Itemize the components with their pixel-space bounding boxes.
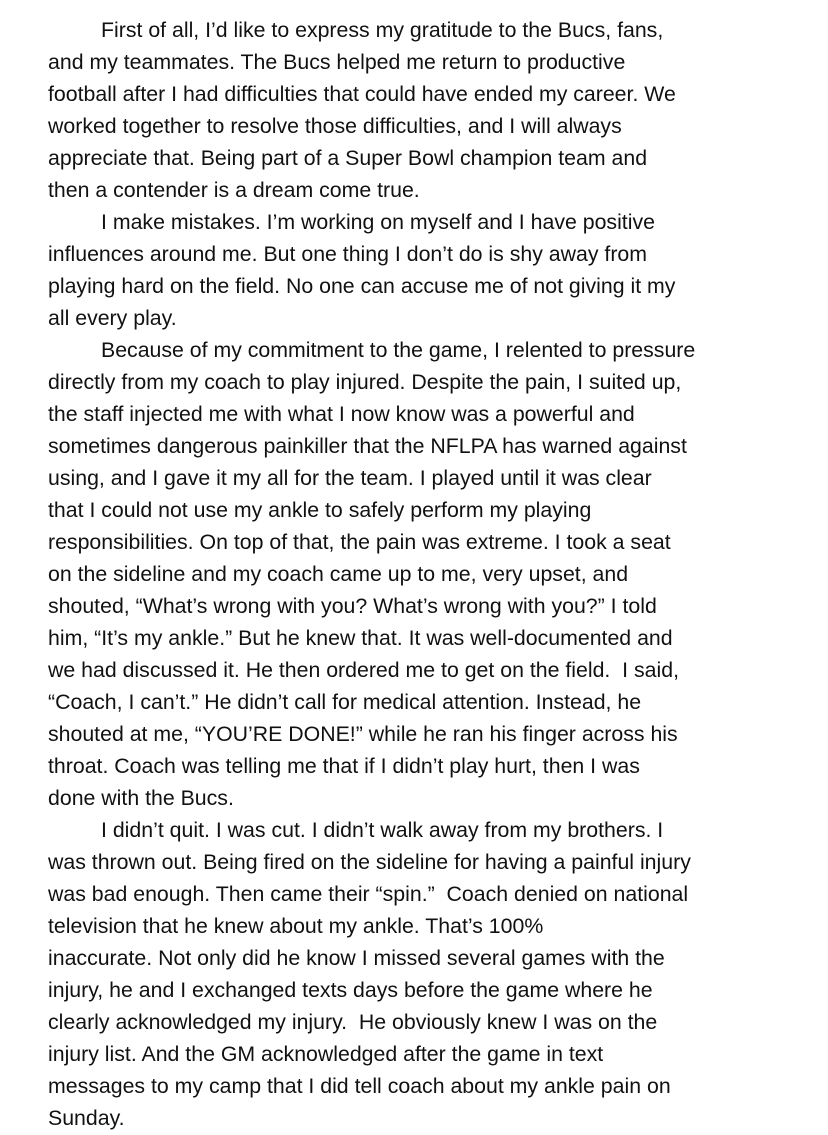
text-line: on the sideline and my coach came up to me, very upset, and — [48, 562, 629, 586]
paragraph-injury — [48, 334, 824, 814]
paragraph-cut — [48, 814, 824, 1134]
text-line: injury, he and I exchanged texts days before the game where he — [48, 978, 653, 1002]
text-line: then a contender is a dream come true. — [48, 178, 420, 202]
text-line: I didn’t quit. I was cut. I didn’t walk away from my brothers. I — [101, 818, 664, 842]
text-line: throat. Coach was telling me that if I didn’t play hurt, then I was — [48, 754, 640, 778]
text-line: inaccurate. Not only did he know I missed several games with the — [48, 946, 665, 970]
text-line: we had discussed it. He then ordered me to get on the field. I said, — [48, 658, 679, 682]
text-line: appreciate that. Being part of a Super Bowl champion team and — [48, 146, 648, 170]
text-line: influences around me. But one thing I don’t do is shy away from — [48, 242, 648, 266]
text-line: television that he knew about my ankle. That’s 100% — [48, 914, 544, 938]
text-line: Sunday. — [48, 1106, 125, 1130]
text-line: football after I had difficulties that could have ended my career. We — [48, 82, 676, 106]
paragraph-gratitude — [48, 14, 824, 206]
text-line: Because of my commitment to the game, I relented to pressure — [101, 338, 696, 362]
text-line: directly from my coach to play injured. Despite the pain, I suited up, — [48, 370, 682, 394]
text-line: and my teammates. The Bucs helped me return to productive — [48, 50, 626, 74]
text-line: shouted, “What’s wrong with you? What’s wrong with you?” I told — [48, 594, 657, 618]
statement-document — [48, 14, 824, 1134]
text-line: using, and I gave it my all for the team. I played until it was clear — [48, 466, 652, 490]
text-line: sometimes dangerous painkiller that the NFLPA has warned against — [48, 434, 687, 458]
text-line: was thrown out. Being fired on the sideline for having a painful injury — [48, 850, 691, 874]
text-line: I make mistakes. I’m working on myself and I have positive — [101, 210, 655, 234]
paragraph-mistakes — [48, 206, 824, 334]
text-line: injury list. And the GM acknowledged after the game in text — [48, 1042, 604, 1066]
text-line: him, “It’s my ankle.” But he knew that. It was well-documented and — [48, 626, 673, 650]
text-line: was bad enough. Then came their “spin.” Coach denied on national — [48, 882, 689, 906]
text-line: all every play. — [48, 306, 177, 330]
text-line: messages to my camp that I did tell coach about my ankle pain on — [48, 1074, 671, 1098]
text-line: shouted at me, “YOU’RE DONE!” while he ran his finger across his — [48, 722, 678, 746]
text-line: First of all, I’d like to express my gratitude to the Bucs, fans, — [101, 18, 664, 42]
text-line: the staff injected me with what I now know was a powerful and — [48, 402, 635, 426]
text-line: that I could not use my ankle to safely perform my playing — [48, 498, 592, 522]
text-line: “Coach, I can’t.” He didn’t call for medical attention. Instead, he — [48, 690, 642, 714]
text-line: playing hard on the field. No one can accuse me of not giving it my — [48, 274, 676, 298]
text-line: clearly acknowledged my injury. He obviously knew I was on the — [48, 1010, 658, 1034]
text-line: worked together to resolve those difficulties, and I will always — [48, 114, 622, 138]
text-line: responsibilities. On top of that, the pain was extreme. I took a seat — [48, 530, 671, 554]
text-line: done with the Bucs. — [48, 786, 234, 810]
